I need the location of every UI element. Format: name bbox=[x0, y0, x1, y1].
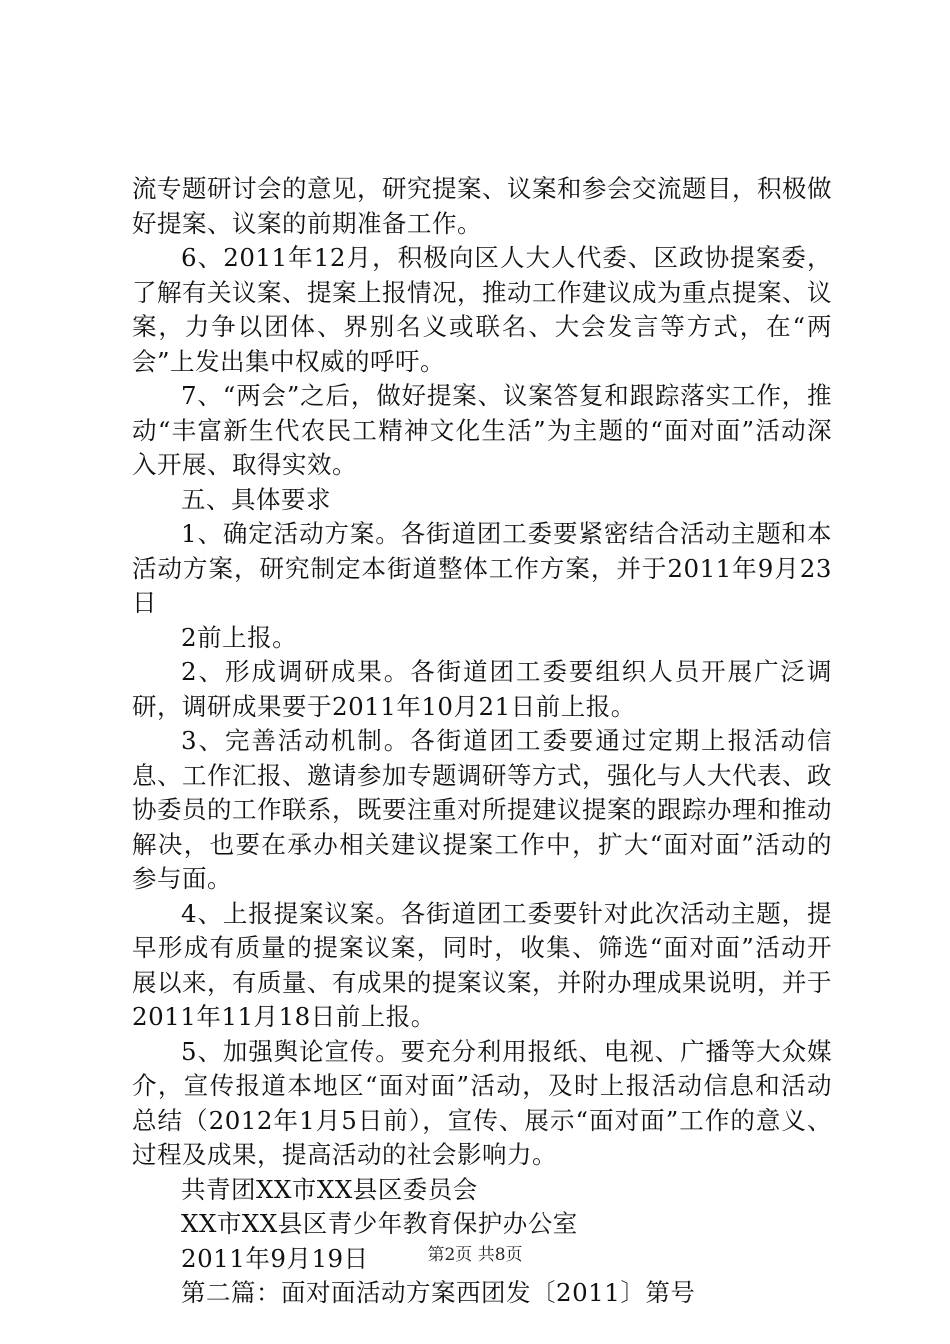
paragraph: 流专题研讨会的意见，研究提案、议案和参会交流题目，积极做好提案、议案的前期准备工作。 bbox=[132, 174, 832, 238]
paragraph: 共青团XX市XX县区委员会 bbox=[181, 1174, 478, 1204]
paragraph: 4、上报提案议案。各街道团工委要针对此次活动主题，提早形成有质量的提案议案，同时，收集、筛选“面对面”活动开展以来，有质量、有成果的提案议案，并附办理成果说明，并于2011年11月18日前上报。 bbox=[132, 898, 832, 1031]
paragraph: 1、确定活动方案。各街道团工委要紧密结合活动主题和本活动方案，研究制定本街道整体工作方案，并于2011年9月23日 bbox=[132, 519, 832, 617]
paragraph: 2、形成调研成果。各街道团工委要组织人员开展广泛调研，调研成果要于2011年10月21日前上报。 bbox=[132, 657, 832, 721]
paragraph: 3、完善活动机制。各街道团工委要通过定期上报活动信息、工作汇报、邀请参加专题调研等方式，强化与人大代表、政协委员的工作联系，既要注重对所提建议提案的跟踪办理和推动解决，也要在承办相关建议提案工作中，扩大“面对面”活动的参与面。 bbox=[132, 726, 832, 893]
paragraph: 6、2011年12月，积极向区人大人代委、区政协提案委，了解有关议案、提案上报情况，推动工作建议成为重点提案、议案，力争以团体、界别名义或联名、大会发言等方式，在“两会”上发出集中权威的呼吁。 bbox=[132, 243, 832, 376]
paragraph: 2011年9月19日 bbox=[181, 1243, 369, 1273]
paragraph: XX市XX县区青少年教育保护办公室 bbox=[181, 1209, 578, 1238]
document-body bbox=[132, 172, 832, 1311]
paragraph: 五、具体要求 bbox=[181, 484, 331, 514]
paragraph: 2前上报。 bbox=[181, 622, 298, 652]
paragraph: 7、“两会”之后，做好提案、议案答复和跟踪落实工作，推动“丰富新生代农民工精神文化生活”为主题的“面对面”活动深入开展、取得实效。 bbox=[132, 381, 832, 479]
paragraph: 第二篇：面对面活动方案西团发〔2011〕第号 bbox=[181, 1278, 696, 1307]
page-footer: 第2页 共8页 bbox=[427, 1245, 523, 1265]
paragraph: 5、加强舆论宣传。要充分利用报纸、电视、广播等大众媒介，宣传报道本地区“面对面”活动，及时上报活动信息和活动总结（2012年1月5日前），宣传、展示“面对面”工作的意义、过程及成果，提高活动的社会影响力。 bbox=[132, 1036, 832, 1169]
